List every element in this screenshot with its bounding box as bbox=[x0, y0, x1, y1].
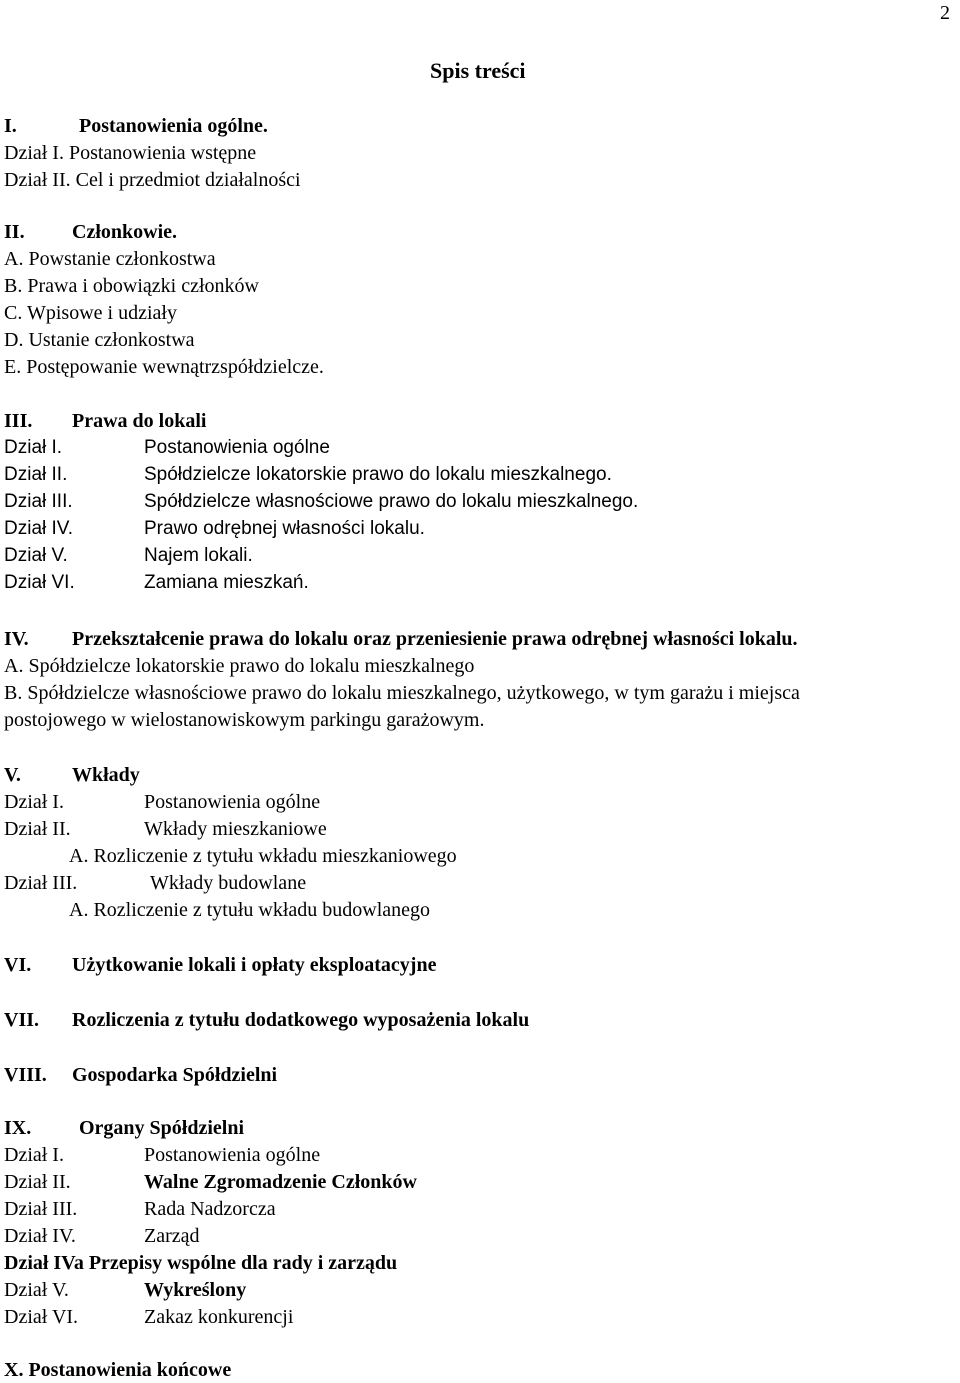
entry-text: Postanowienia ogólne bbox=[144, 437, 330, 458]
entry-text: Spółdzielcze własnościowe prawo do lokalu mieszkalnego. bbox=[144, 491, 639, 512]
toc-entry: postojowego w wielostanowiskowym parkingu garażowym. bbox=[4, 709, 485, 731]
toc-entry bbox=[4, 436, 330, 460]
entry-text: Zarząd bbox=[144, 1225, 200, 1247]
section-number: I. bbox=[4, 115, 17, 137]
toc-entry: A. Spółdzielcze lokatorskie prawo do lokalu mieszkalnego bbox=[4, 655, 475, 677]
section-6-heading bbox=[4, 953, 437, 977]
toc-entry: Dział II. Cel i przedmiot działalności bbox=[4, 169, 301, 191]
toc-entry: B. Spółdzielcze własnościowe prawo do lokalu mieszkalnego, użytkowego, w tym garażu i miejsca bbox=[4, 682, 800, 704]
entry-label: Dział V. bbox=[4, 545, 68, 566]
section-title: Członkowie. bbox=[72, 221, 177, 243]
section-1-heading bbox=[4, 114, 268, 138]
entry-text: Wkłady budowlane bbox=[150, 872, 307, 894]
section-title: Postanowienia ogólne. bbox=[79, 115, 268, 137]
section-4-heading bbox=[4, 627, 798, 651]
toc-entry bbox=[4, 817, 327, 841]
section-number: IX. bbox=[4, 1117, 32, 1139]
toc-entry bbox=[4, 490, 639, 514]
toc-entry bbox=[4, 544, 253, 568]
toc-entry: E. Postępowanie wewnątrzspółdzielcze. bbox=[4, 356, 324, 378]
toc-entry bbox=[4, 1278, 247, 1302]
section-number: II. bbox=[4, 221, 25, 243]
entry-text: Najem lokali. bbox=[144, 545, 253, 566]
entry-label: Dział I. bbox=[4, 437, 63, 458]
section-number: VI. bbox=[4, 954, 32, 976]
page-title: Spis treści bbox=[430, 58, 526, 83]
entry-text: Wkłady mieszkaniowe bbox=[144, 818, 327, 840]
entry-label: Dział III. bbox=[4, 1198, 78, 1220]
entry-text: Zakaz konkurencji bbox=[144, 1306, 294, 1328]
toc-entry bbox=[4, 790, 321, 814]
entry-text: Wykreślony bbox=[144, 1279, 247, 1301]
section-5-heading bbox=[4, 763, 140, 787]
section-title: Przekształcenie prawa do lokalu oraz przeniesienie prawa odrębnej własności lokalu. bbox=[72, 628, 798, 650]
entry-label: Dział V. bbox=[4, 1279, 69, 1301]
entry-label: Dział III. bbox=[4, 872, 78, 894]
toc-entry bbox=[4, 517, 425, 541]
section-title: Organy Spółdzielni bbox=[79, 1117, 245, 1139]
section-8-heading bbox=[4, 1063, 278, 1087]
toc-entry bbox=[4, 1197, 276, 1221]
section-number: V. bbox=[4, 764, 21, 786]
toc-entry bbox=[4, 1143, 321, 1167]
entry-label: Dział VI. bbox=[4, 1306, 79, 1328]
entry-label: Dział IV. bbox=[4, 518, 73, 539]
entry-text: Postanowienia ogólne bbox=[144, 791, 321, 813]
entry-text: Prawo odrębnej własności lokalu. bbox=[144, 518, 425, 539]
entry-label: Dział II. bbox=[4, 1171, 71, 1193]
toc-entry bbox=[4, 871, 307, 895]
toc-entry: A. Powstanie członkostwa bbox=[4, 248, 216, 270]
entry-text: Rada Nadzorcza bbox=[144, 1198, 276, 1220]
section-title: Gospodarka Spółdzielni bbox=[72, 1064, 278, 1086]
section-number: VII. bbox=[4, 1009, 40, 1031]
entry-label: Dział IV. bbox=[4, 1225, 76, 1247]
toc-entry: A. Rozliczenie z tytułu wkładu budowlanego bbox=[69, 899, 431, 921]
toc-entry: A. Rozliczenie z tytułu wkładu mieszkaniowego bbox=[69, 845, 457, 867]
toc-entry: D. Ustanie członkostwa bbox=[4, 329, 195, 351]
section-number: VIII. bbox=[4, 1064, 47, 1086]
section-2-heading bbox=[4, 220, 177, 244]
section-number: IV. bbox=[4, 628, 29, 650]
section-9-heading bbox=[4, 1116, 245, 1140]
entry-text: Spółdzielcze lokatorskie prawo do lokalu mieszkalnego. bbox=[144, 464, 612, 485]
section-title: Prawa do lokali bbox=[72, 410, 207, 432]
toc-entry bbox=[4, 571, 309, 595]
entry-label: Dział II. bbox=[4, 818, 71, 840]
section-10-heading: X. Postanowienia końcowe bbox=[4, 1359, 232, 1381]
entry-label: Dział I. bbox=[4, 791, 64, 813]
section-3-heading bbox=[4, 409, 207, 433]
section-title: Wkłady bbox=[72, 764, 140, 786]
entry-text: Walne Zgromadzenie Członków bbox=[144, 1171, 417, 1193]
toc-entry bbox=[4, 1170, 417, 1194]
toc-entry bbox=[4, 1224, 200, 1248]
toc-entry: C. Wpisowe i udziały bbox=[4, 302, 177, 324]
toc-entry: Dział I. Postanowienia wstępne bbox=[4, 142, 257, 164]
entry-label: Dział II. bbox=[4, 464, 68, 485]
toc-entry: Dział IVa Przepisy wspólne dla rady i zarządu bbox=[4, 1252, 398, 1274]
section-title: Rozliczenia z tytułu dodatkowego wyposażenia lokalu bbox=[72, 1009, 530, 1031]
section-7-heading bbox=[4, 1008, 530, 1032]
entry-text: Postanowienia ogólne bbox=[144, 1144, 321, 1166]
entry-label: Dział III. bbox=[4, 491, 73, 512]
entry-label: Dział I. bbox=[4, 1144, 64, 1166]
toc-entry bbox=[4, 463, 612, 487]
toc-entry: B. Prawa i obowiązki członków bbox=[4, 275, 259, 297]
page-number: 2 bbox=[940, 2, 950, 24]
section-title: Użytkowanie lokali i opłaty eksploatacyjne bbox=[72, 954, 437, 976]
toc-entry bbox=[4, 1305, 294, 1329]
entry-text: Zamiana mieszkań. bbox=[144, 572, 309, 593]
section-number: III. bbox=[4, 410, 33, 432]
entry-label: Dział VI. bbox=[4, 572, 75, 593]
